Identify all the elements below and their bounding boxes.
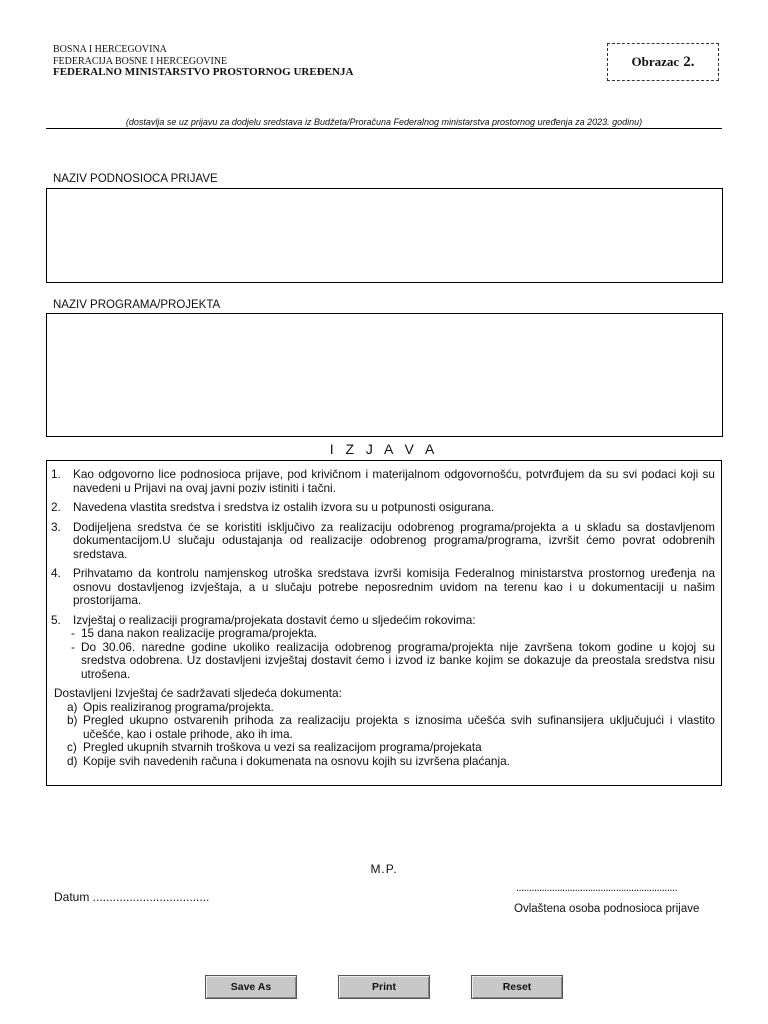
applicant-name-label: NAZIV PODNOSIOCA PRIJAVE xyxy=(53,173,218,185)
document-text: Pregled ukupnih stvarnih troškova u vezi sa realizacijom programa/projekata xyxy=(83,740,482,754)
item-number: 3. xyxy=(51,519,61,534)
document-text: Kopije svih navedenih računa i dokumenata na osnovu kojih su izvršena plaćanja. xyxy=(83,753,510,768)
applicant-name-field[interactable] xyxy=(46,188,723,283)
deadline-item xyxy=(51,641,715,682)
document-letter: b) xyxy=(67,713,78,727)
signature-line: ............................................................... xyxy=(516,882,678,894)
program-name-label: NAZIV PROGRAMA/PROJEKTA xyxy=(53,299,221,311)
item-number: 4. xyxy=(51,566,61,580)
document-item xyxy=(51,701,715,715)
program-name-field[interactable] xyxy=(46,313,723,437)
statement-item xyxy=(51,614,715,628)
document-letter: a) xyxy=(67,699,78,714)
documents-intro: Dostavljeni Izvještaj će sadržavati sljedeća dokumenta: xyxy=(54,686,342,700)
item-text: Dodijeljena sredstva će se koristiti isključivo za realizaciju odobrenog programa/projekta a u skladu sa dostavljenom dokumentacijom.U slučaju odustajanja od realizacije odobrenog programa/programa, izvršit ćemo povrat odobrenih sredstava. xyxy=(73,519,715,561)
deadline-text: Do 30.06. naredne godine ukoliko realizacija odobrenog programa/projekta nije završena tokom godine u kojoj su sredstva odobrena. Uz dostavljeni izvještaj dostavit ćemo i izvod iz banke kojim se dokazuje da preostala sredstva nisu utrošena. xyxy=(81,639,715,681)
document-item xyxy=(51,714,715,741)
item-text: Kao odgovorno lice podnosioca prijave, pod krivičnom i materijalnom odgovornošću, potvrđujem da su svi podaci koji su navedeni u Prijavi na ovaj javni poziv istiniti i tačni. xyxy=(73,467,715,495)
institution-header xyxy=(53,44,353,79)
deadline-item xyxy=(51,627,715,641)
item-number: 5. xyxy=(51,612,61,627)
statement-box xyxy=(46,460,722,786)
print-button[interactable]: Print xyxy=(338,975,430,999)
document-item xyxy=(51,741,715,755)
form-number-box xyxy=(607,43,719,81)
statement-item xyxy=(51,468,715,495)
item-number: 1. xyxy=(51,467,61,481)
item-text: Izvještaj o realizaciji programa/projekata dostavit ćemo u sljedećim rokovima: xyxy=(73,612,476,627)
submission-note: (dostavlja se uz prijavu za dodjelu sredstava iz Budžeta/Proračuna Federalnog ministarstva prostornog uređenja za 2023. godinu) xyxy=(125,117,643,127)
deadline-dash: - xyxy=(71,639,75,654)
document-letter: c) xyxy=(67,740,77,754)
signature-caption: Ovlaštena osoba podnosioca prijave xyxy=(514,903,700,915)
header-divider xyxy=(46,128,722,129)
statement-item xyxy=(51,521,715,562)
item-text: Navedena vlastita sredstva i sredstva iz ostalih izvora su u potpunosti osigurana. xyxy=(73,500,494,514)
form-number: 2. xyxy=(683,53,695,70)
statement-item xyxy=(51,567,715,608)
form-label: Obrazac xyxy=(631,54,680,69)
date-line[interactable]: Datum ................................... xyxy=(54,890,210,904)
stamp-placeholder: M.P. xyxy=(370,862,398,876)
deadline-text: 15 dana nakon realizacije programa/projekta. xyxy=(81,626,318,640)
item-text: Prihvatamo da kontrolu namjenskog utroška sredstava izvrši komisija Federalnog ministarstva prostornog uređenja na osnovu dostavljenog izvještaja, a u slučaju potrebe neposrednim uvidom na terenu kao i u dokumentaciji u našim prostorijama. xyxy=(73,566,715,607)
document-item xyxy=(51,755,715,769)
statement-item xyxy=(51,501,715,515)
header-ministry: FEDERALNO MINISTARSTVO PROSTORNOG UREĐENJA xyxy=(53,66,354,78)
header-country: BOSNA I HERCEGOVINA xyxy=(53,44,167,55)
deadline-dash: - xyxy=(71,626,75,640)
header-federation: FEDERACIJA BOSNE I HERCEGOVINE xyxy=(53,55,228,67)
document-letter: d) xyxy=(67,753,78,768)
document-text: Pregled ukupno ostvarenih prihoda za realizaciju projekta s iznosima učešća svih sufinansijera uključujući i vlastito učešće, kao i ostale prihode, ako ih ima. xyxy=(83,713,715,741)
reset-button[interactable]: Reset xyxy=(471,975,563,999)
document-text: Opis realiziranog programa/projekta. xyxy=(83,699,274,714)
save-as-button[interactable]: Save As xyxy=(205,975,297,999)
statement-title: I Z J A V A xyxy=(329,441,439,457)
item-number: 2. xyxy=(51,500,61,514)
